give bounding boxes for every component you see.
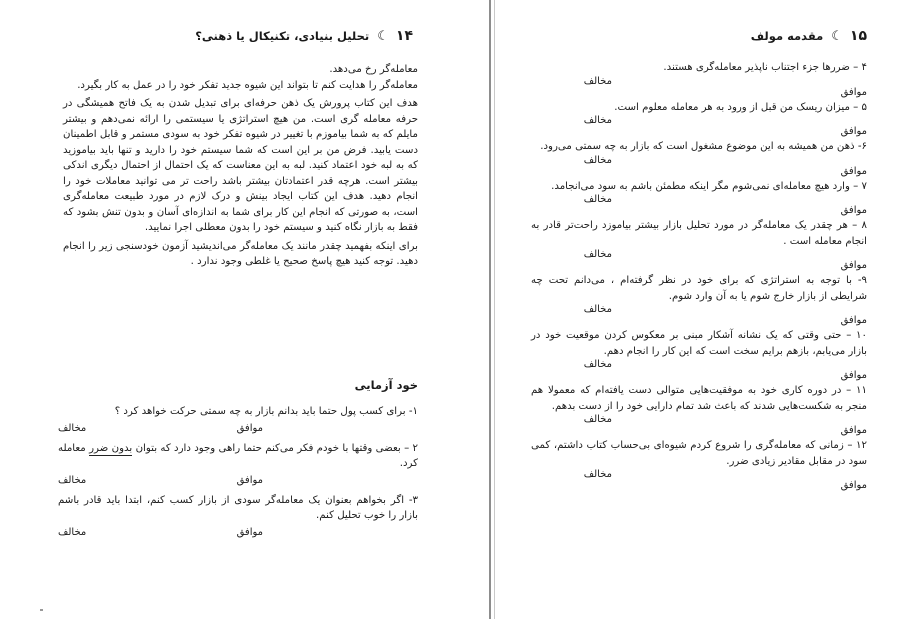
question-10: ۱۰ – حتی وقتی که یک نشانه آشکار مبنی بر معکوس کردن موقعیت خود در بازار می‌یابم، بازهم برایم سخت است که این کار را انجام دهم. [531,330,867,357]
question-10-options [531,359,867,383]
question-12: ۱۲ – زمانی که معامله‌گری را شروع کردم شیوه‌ای بی‌حساب کتاب داشتم، کمی سود در مقابل مقادیر زیادی ضرر. [531,440,867,467]
question-6: ۶- ذهن من همیشه به این موضوع مشغول است که بازار به چه سمتی می‌رود. [540,141,867,152]
left-quiz [58,404,418,545]
book-gutter-shadow [494,0,495,619]
page-mark-icon: ☾ [831,29,843,44]
page-mark-icon: ☾ [377,29,389,44]
scan-mark [40,609,43,611]
question-4-options [531,76,867,100]
left-page-number: ۱۴ [395,28,413,44]
right-page-number: ۱۵ [849,28,867,44]
question-3: ۳- اگر بخواهم بعنوان یک معامله‌گر سودی از بازار کسب کنم، ابتدا باید قادر باشم بازار را خوب تحلیل کنم. [58,494,418,521]
paragraph-4: برای اینکه بفهمید چقدر مانند یک معامله‌گر می‌اندیشید آزمون خودسنجی زیر را انجام دهید. توجه کنید هیچ پاسخ صحیح یا غلطی وجود ندارد . [63,240,418,267]
option-agree[interactable]: موافق [236,526,263,538]
option-disagree[interactable]: مخالف [583,469,612,480]
book-gutter [489,0,491,619]
paragraph-1: معامله‌گر رخ می‌دهد. [329,64,418,75]
option-agree[interactable]: موافق [840,126,867,137]
right-page-header [751,28,867,44]
option-agree[interactable]: موافق [840,205,867,216]
option-disagree[interactable]: مخالف [583,115,612,126]
question-7-options [531,194,867,218]
question-12-options [531,469,867,493]
paragraph-2: معامله‌گر را هدایت کنم تا بتواند این شیوه جدید تفکر خود را در عمل به کار بگیرد. [77,79,418,91]
option-agree[interactable]: موافق [840,425,867,436]
option-agree[interactable]: موافق [840,260,867,271]
option-disagree[interactable]: مخالف [58,526,87,538]
option-disagree[interactable]: مخالف [583,249,612,260]
question-4: ۴ – ضررها جزء اجتناب ناپذیر معامله‌گری هستند. [663,62,867,73]
underlined-phrase: بدون ضرر [89,442,133,454]
option-disagree[interactable]: مخالف [583,304,612,315]
question-9-options [531,304,867,328]
option-agree[interactable]: موافق [840,86,867,98]
section-title: خود آزمایی [354,378,418,392]
question-2: ۲ – بعضی وقتها با خودم فکر می‌کنم حتما راهی وجود دارد که بتوان بدون ضرر معامله کرد. [58,442,418,469]
option-disagree[interactable]: مخالف [583,414,612,425]
question-5: ۵ – میزان ریسک من قبل از ورود به هر معامله معلوم است. [614,101,867,113]
right-quiz [531,60,867,493]
question-11: ۱۱ – در دوره کاری خود به موفقیت‌هایی متوالی دست یافته‌ام که معمولا هم منجر به شکست‌هایی شدند که باعث شد تمام دارایی خود را از دست بدهم. [531,385,867,412]
question-5-options [531,115,867,139]
option-agree[interactable]: موافق [840,370,867,381]
option-agree[interactable]: موافق [840,480,867,491]
right-page-title: مقدمه مولف [750,29,824,43]
question-11-options [531,414,867,438]
left-body-text [63,62,418,270]
question-8-options [531,249,867,273]
question-2-options [58,472,418,493]
question-3-options [58,524,418,545]
option-disagree[interactable]: مخالف [58,422,87,434]
option-disagree[interactable]: مخالف [583,359,612,370]
option-disagree[interactable]: مخالف [583,154,612,166]
left-page-header [195,28,413,44]
question-7: ۷ – وارد هیچ معامله‌ای نمی‌شوم مگر اینکه مطمئن باشم به سود می‌انجامد. [551,180,867,192]
option-agree[interactable]: موافق [236,422,263,434]
paragraph-3: هدف این کتاب پرورش یک ذهن حرفه‌ای برای تبدیل شدن به یک فاتح همیشگی در حرفه معامله گری است. من هیچ استراتژی یا سیستمی را ارائه نمی‌دهم و بیشتر مایلم که به شما بیاموزم با تغییر در شیوه تفکر خود به سودی مستمر و قابل اطمینان دست یابید. فرض من بر این است که شما سیستم خود را دارید و تنها باید بیاموزید که به لبه خود اعتماد کنید. لبه به این معناست که یک احتمال از احتمال دیگری اندکی بیشتر است. هرچه قدر اعتمادتان بیشتر باشد راحت تر می توانید معاملات خود را انجام دهید. هدف این کتاب ایجاد بینش و درک لازم در مورد طبیعت معامله‌گری است، به صورتی که انجام این کار برای شما به اندازه‌ای آسان و بدون تنش بشود که فقط به بازار نگاه کنید و سیستم خود را بدون معطلی اجرا نمایید. [63,98,418,233]
question-9: ۹- با توجه به استراتژی که برای خود در نظر گرفته‌ام ، می‌دانم تحت چه شرایطی از بازار خارج شوم یا به آن وارد شوم. [531,275,867,302]
option-agree[interactable]: موافق [840,165,867,177]
question-1-options [58,420,418,441]
option-disagree[interactable]: مخالف [58,474,87,486]
left-page-title: تحلیل بنیادی، تکنیکال یا ذهنی؟ [195,29,370,43]
option-disagree[interactable]: مخالف [583,75,612,87]
option-agree[interactable]: موافق [236,474,263,486]
question-1: ۱- برای کسب پول حتما باید بدانم بازار به چه سمتی حرکت خواهد کرد ؟ [114,406,418,417]
question-8: ۸ – هر چقدر یک معامله‌گر در مورد تحلیل بازار بیشتر بیاموزد راحت‌تر قادر به انجام معامله است . [531,220,867,247]
question-6-options [531,155,867,179]
option-agree[interactable]: موافق [840,315,867,326]
right-page [496,0,922,619]
option-disagree[interactable]: مخالف [583,194,612,205]
